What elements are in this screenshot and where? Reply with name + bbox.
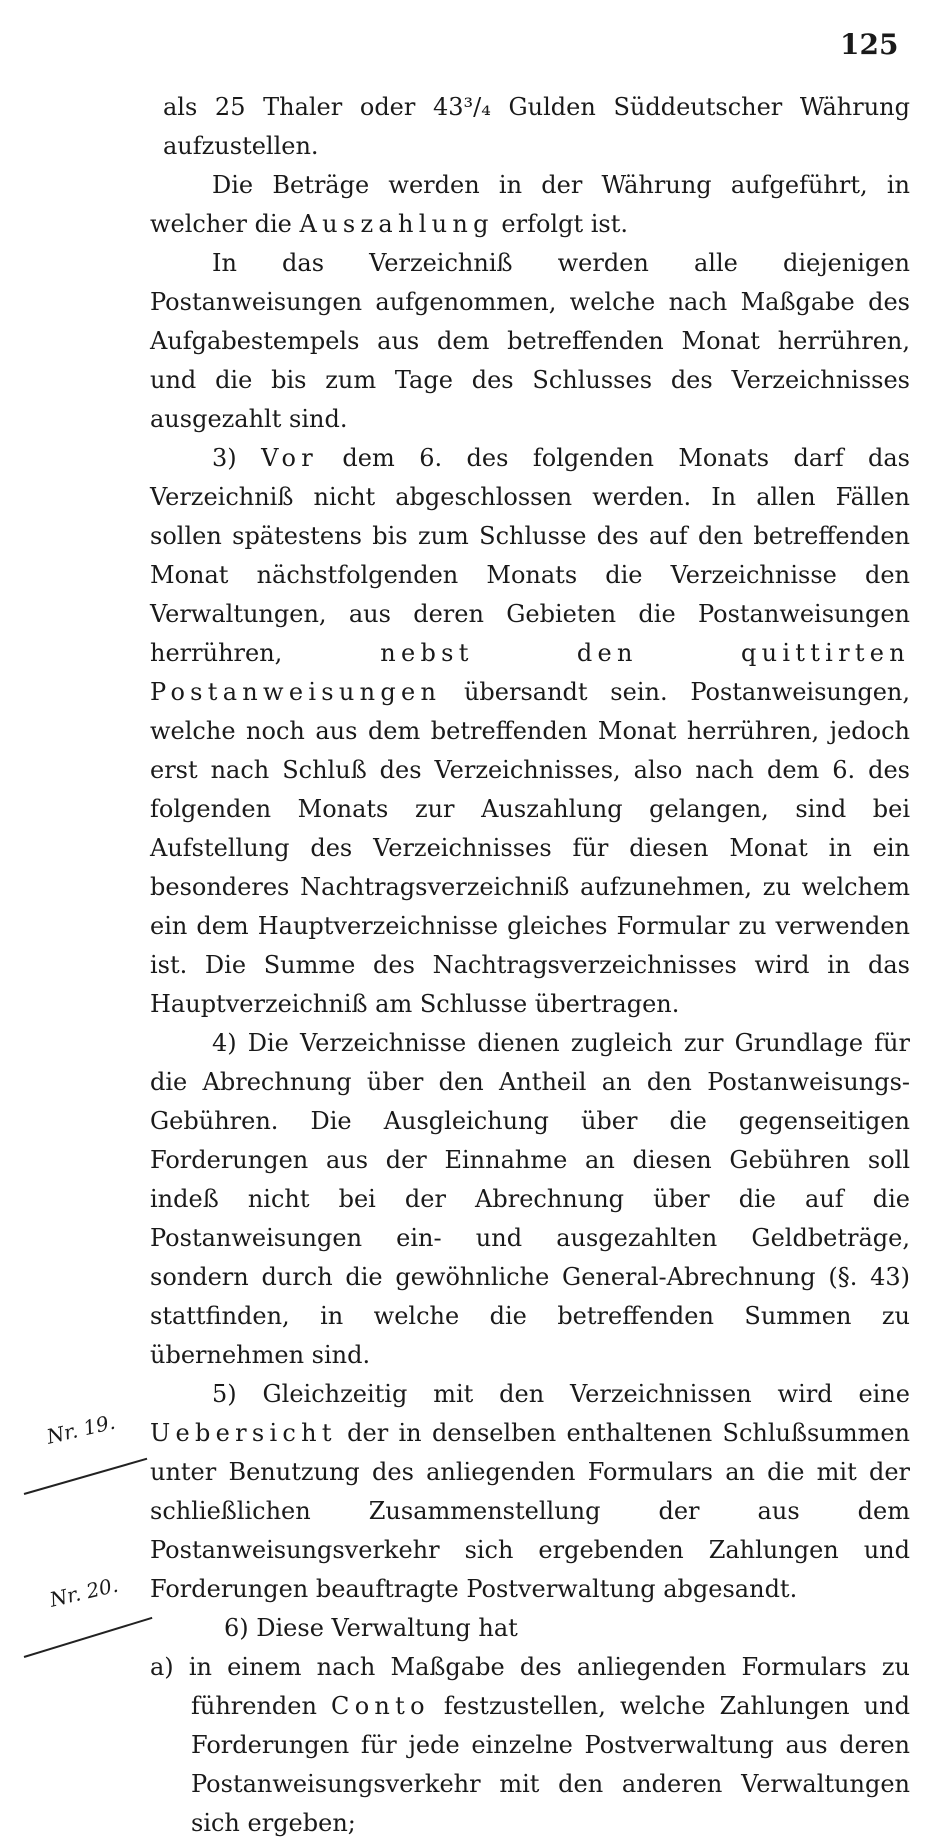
- page-number: 125: [840, 28, 899, 61]
- margin-note-line-19: [24, 1458, 148, 1495]
- emphasis-conto: Conto: [331, 1692, 430, 1720]
- paragraph-item-4: 4) Die Verzeichnisse dienen zugleich zur Grundlage für die Abrechnung über den Antheil an den Postanweisungs-Gebühren. Die Ausgleichung über die gegenseitigen Forderungen aus der Einnahme an diesen Gebühren soll indeß nicht bei der Abrechnung über die auf die Postanweisungen ein- und ausgezahlten Geldbeträge, sondern durch die gewöhnliche General-Abrechnung (§. 43) stattfinden, in welche die betreffenden Summen zu übernehmen sind.: [150, 1029, 910, 1369]
- emphasis-auszahlung: Auszahlung: [299, 210, 494, 238]
- margin-note-nr-19: Nr. 19.: [44, 1409, 118, 1449]
- emphasis-quittirten: nebst den quittirten Postanweisungen: [150, 639, 910, 706]
- paragraph-item-5: [150, 1375, 910, 1609]
- margin-note-nr-20: Nr. 20.: [47, 1572, 121, 1612]
- text-run: Die Beträge werden in der Währung aufgeführt, in welcher die: [150, 171, 910, 238]
- paragraph-item-6a: [150, 1648, 910, 1843]
- paragraph-currency: [150, 166, 910, 244]
- paragraph-continuation: als 25 Thaler oder 43³/₄ Gulden Süddeutscher Währung aufzustellen.: [163, 93, 910, 160]
- text-run: 5) Gleichzeitig mit den Verzeichnissen wird eine: [212, 1380, 910, 1408]
- text-run: der in denselben enthaltenen Schlußsummen unter Benutzung des anliegenden Formulars an die mit der schließlichen Zusammenstellung der aus dem Postanweisungsverkehr sich ergebenden Zahlungen und Forderungen beauftragte Postverwaltung abgesandt.: [150, 1419, 910, 1603]
- paragraph-inclusion: In das Verzeichniß werden alle diejenigen Postanweisungen aufgenommen, welche nach Maßgabe des Aufgabestempels aus dem betreffenden Monat herrühren, und die bis zum Tage des Schlusses des Verzeichnisses ausgezahlt sind.: [150, 249, 910, 433]
- margin-note-line-20: [24, 1617, 153, 1658]
- text-run: übersandt sein. Postanweisungen, welche noch aus dem betreffenden Monat herrühren, jedoch erst nach Schluß des Verzeichnisses, also nach dem 6. des folgenden Monats zur Auszahlung gelangen, sind bei Aufstellung des Verzeichnisses für diesen Monat in ein besonderes Nachtragsverzeichniß aufzunehmen, zu welchem ein dem Hauptverzeichnisse gleiches Formular zu verwenden ist. Die Summe des Nachtragsverzeichnisses wird in das Hauptverzeichniß am Schlusse übertragen.: [150, 678, 910, 1018]
- body-text: [150, 88, 910, 1843]
- paragraph-item-3: [150, 439, 910, 1024]
- text-run: festzustellen, welche Zahlungen und Forderungen für jede einzelne Postverwaltung aus deren Postanweisungsverkehr mit den anderen Verwaltungen sich ergeben;: [191, 1692, 910, 1837]
- emphasis-vor: Vor: [261, 444, 318, 472]
- paragraph-item-6: 6) Diese Verwaltung hat: [224, 1614, 518, 1642]
- item-number: 3): [212, 444, 262, 472]
- emphasis-uebersicht: Uebersicht: [150, 1419, 337, 1447]
- text-run: erfolgt ist.: [493, 210, 628, 238]
- text-run: a) in einem nach Maßgabe des anliegenden Formulars zu führenden: [150, 1653, 910, 1720]
- text-run: dem 6. des folgenden Monats darf das Verzeichniß nicht abgeschlossen werden. In allen Fällen sollen spätestens bis zum Schlusse des auf den betreffenden Monat nächstfolgenden Monats die Verzeichnisse den Verwaltungen, aus deren Gebieten die Postanweisungen herrühren,: [150, 444, 910, 667]
